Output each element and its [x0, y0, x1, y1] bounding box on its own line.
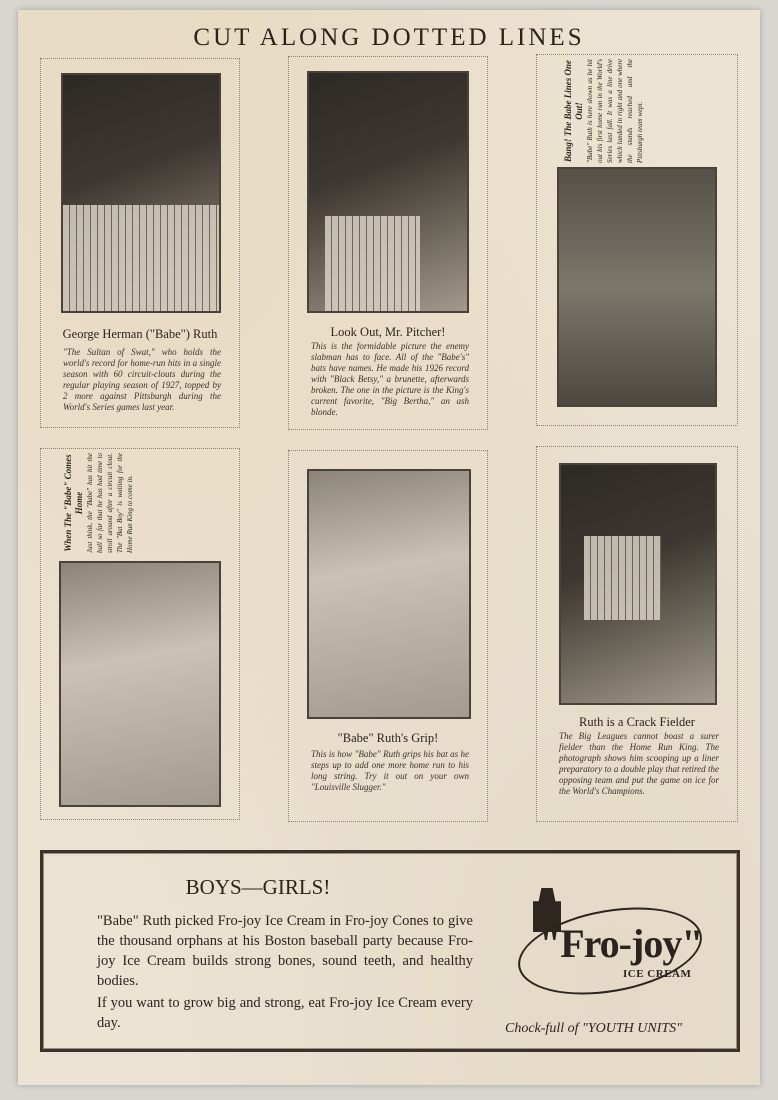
logo-name: "Fro-joy"	[539, 921, 703, 966]
card-crack-fielder	[536, 446, 738, 822]
ad-heading: BOYS—GIRLS!	[185, 875, 331, 899]
card-text: "Babe" Ruth is here shown as he hit out his first home run in the World's Series last fall. It was a line drive which landed in right and one where the stands reached and the Pittsburgh team wept.	[586, 59, 644, 163]
pinstripe-uniform	[325, 216, 420, 311]
card-title: Bang! The Babe Lines One Out!	[563, 60, 584, 163]
logo-subtitle: ICE CREAM	[623, 968, 692, 980]
frojoy-advertisement	[40, 850, 740, 1052]
card-text: Just think, the "Babe" has hit the ball so far that he has had time to stroll around after a circuit clout. The "Bat Boy" is waiting for the Home Run King to come in.	[86, 453, 134, 553]
grip-photo	[307, 469, 471, 719]
rotated-caption	[563, 59, 645, 163]
home-plate-photo	[59, 561, 221, 807]
swing-photo	[557, 167, 717, 407]
headline: CUT ALONG DOTTED LINES	[193, 24, 585, 51]
ad-paragraph-2: If you want to grow big and strong, eat Fro-joy Ice Cream every day.	[97, 995, 473, 1031]
ad-paragraph-1: "Babe" Ruth picked Fro-joy Ice Cream in Fro-joy Cones to give the thousand orphans at his Boston baseball party because Fro-joy Ice Cream builds strong bones, sound teeth, and healthy bodies.	[97, 913, 473, 989]
trading-card-sheet	[18, 10, 760, 1085]
card-title: "Babe" Ruth's Grip!	[337, 731, 439, 745]
fielding-photo	[559, 463, 717, 705]
portrait-photo	[61, 73, 221, 313]
card-text: The Big Leagues cannot boast a surer fielder than the Home Run King. The photograph shows him scooping up a liner preparatory to a double play that retired the opposing team and put the game on ice for the World's Champions.	[559, 731, 719, 796]
card-text: "The Sultan of Swat," who holds the world's record for home-run hits in a single season with 60 circuit-clouts during the regular playing season of 1927, topped by 2 more against Pittsburgh during the World's Series games last year.	[63, 347, 221, 412]
card-ruth-portrait	[40, 58, 240, 428]
card-title: Ruth is a Crack Fielder	[579, 715, 695, 729]
pinstripe-uniform	[584, 536, 661, 619]
frojoy-logo	[513, 888, 713, 1008]
rotated-caption	[63, 453, 135, 553]
card-title: George Herman ("Babe") Ruth	[62, 327, 218, 341]
card-ruths-grip	[288, 450, 488, 822]
card-title: When The "Babe" Comes Home	[63, 454, 84, 552]
card-text: This is the formidable picture the enemy slabman has to face. All of the "Babe's" bats have names. He made his 1926 record with "Black Betsy," a brunette, afterwards broken. The one in the picture is the King's current favorite, "Big Bertha," an ash blonde.	[311, 341, 469, 417]
card-babe-lines-one-out	[536, 54, 738, 426]
card-text: This is how "Babe" Ruth grips his bat as he steps up to add one more home run to his long string. Try it out on your own "Louisville Slugger."	[311, 749, 469, 792]
card-babe-comes-home	[40, 448, 240, 820]
card-look-out-pitcher	[288, 56, 488, 430]
batting-stance-photo	[307, 71, 469, 313]
pinstripe-uniform	[63, 205, 219, 311]
card-title: Look Out, Mr. Pitcher!	[330, 325, 446, 339]
ad-tagline: Chock-full of "YOUTH UNITS"	[505, 1021, 683, 1036]
